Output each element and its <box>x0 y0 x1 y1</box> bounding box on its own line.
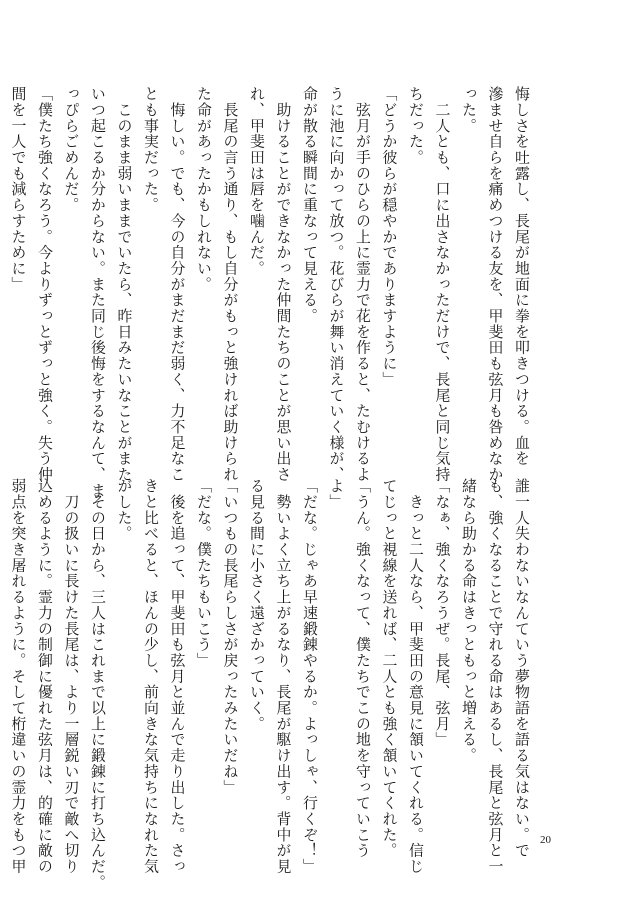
text-column: 弱点を突き屠れるように。そして桁違いの霊力をもつ甲 <box>9 478 28 875</box>
text-column: っぴらごめんだ。 <box>62 86 81 213</box>
text-column: 間を一人でも減らすために」 <box>9 86 28 293</box>
text-column: れ、甲斐田は唇を噛んだ。 <box>248 86 266 277</box>
text-column: 緒なら助かる命はきっともっと増える。 <box>460 478 478 764</box>
text-column: その日から、三人はこれまで以上に鍛錬に打ち込んだ。 <box>89 478 107 891</box>
text-column: も、強くなることで守れる命はあるし、長尾と弦月と一 <box>486 478 505 875</box>
text-column: がした。 <box>115 478 134 542</box>
text-column: た命があったかもしれない。 <box>195 86 213 293</box>
text-column: 込めるように。霊力の制御に優れた弦月は、的確に敵の <box>36 478 54 875</box>
text-block-bottom <box>9 478 532 891</box>
text-column: このまま弱いままでいたら、昨日みたいなことがまた <box>115 86 134 483</box>
text-column: てじっと視線を送れば、二人とも強く頷いてくれた。 <box>380 478 399 859</box>
text-column: きっと二人なら、甲斐田の意見に頷いてくれる。信じ <box>407 478 425 875</box>
text-column: ちだった。 <box>407 86 425 166</box>
text-column: 「いつもの長尾らしさが戻ったみたいだね」 <box>221 478 240 795</box>
text-column: 「だな。じゃあ早速鍛錬やるか。よっしゃ、行くぞ！」 <box>301 478 319 875</box>
text-column: 悔しさを吐露し、長尾が地面に拳を叩きつける。血を <box>513 86 531 467</box>
text-column: 「僕たち強くなろう。今よりずっとずっと強く。失う仲 <box>36 86 54 483</box>
text-column: 長尾の言う通り、もし自分がもっと強ければ助けられ <box>221 86 240 483</box>
text-column: 勢いよく立ち上がるなり、長尾が駆け出す。背中が見 <box>274 478 293 875</box>
text-column: 滲ませ自らを痛めつける友を、甲斐田も弦月も咎めなか <box>486 86 505 483</box>
text-column: よ」 <box>327 478 346 510</box>
text-column: る見る間に小さく遠ざかっていく。 <box>248 478 266 732</box>
text-column: 「だな。僕たちもいこう」 <box>195 478 213 669</box>
text-column: 悔しい。でも、今の自分がまだまだ弱く、力不足なこ <box>168 86 187 483</box>
text-column: いつ起こるか分からない。また同じ後悔をするなんて、ま <box>89 86 107 499</box>
text-column: 「なぁ、強くなろうぜ。長尾、弦月」 <box>433 478 452 748</box>
text-column: 「どうか彼らが穏やかでありますように」 <box>380 86 399 388</box>
text-column: 後を追って、甲斐田も弦月と並んで走り出した。さっ <box>168 478 187 875</box>
text-column: 二人とも、口に出さなかっただけで、長尾と同じ気持 <box>433 86 452 483</box>
text-column: きと比べると、ほんの少し、前向きな気持ちになれた気 <box>142 478 160 875</box>
text-column: 誰一人失わないなんていう夢物語を語る気はない。で <box>513 478 531 859</box>
text-column: 「うん。強くなって、僕たちでこの地を守っていこう <box>354 478 372 859</box>
text-column: った。 <box>460 86 478 134</box>
text-block-top <box>9 86 532 499</box>
text-column: とも事実だった。 <box>142 86 160 213</box>
page-number: 20 <box>540 834 551 846</box>
text-column: 弦月が手のひらの上に霊力で花を作ると、たむけるよ <box>354 86 372 483</box>
text-column: 命が散る瞬間に重なって見える。 <box>301 86 319 324</box>
text-column: 刀の扱いに長けた長尾は、より一層鋭い刃で敵へ切り <box>62 478 81 875</box>
text-column: うに池に向かって放つ。花びらが舞い消えていく様が、 <box>327 86 346 483</box>
text-column: 助けることができなかった仲間たちのことが思い出さ <box>274 86 293 483</box>
